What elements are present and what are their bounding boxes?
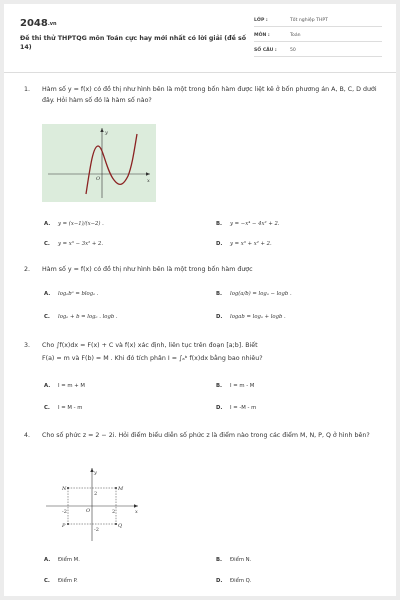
x-tick-2: 2 [112,509,116,515]
question-text-line-1: Cho ∫f(x)dx = F(x) + C và f(x) xác định, liên tục trên đoạn [a;b]. Biết [42,342,258,349]
option-text: log(a/b) = logₐ − logb . [230,291,292,297]
question-text: Cho số phức z = 2 − 2i. Hỏi điểm biểu diễn số phức z là điểm nào trong các điểm M, N, P, Q ở hình bên? [42,432,370,439]
answer-option-d[interactable] [216,405,256,411]
point-m-label: M [118,486,124,492]
option-text: I = M - m [58,405,83,411]
option-text: logₐbᵃ = blogₐ . [58,291,99,297]
answer-option-c[interactable] [44,314,118,320]
answer-option-c[interactable] [44,578,78,584]
point-p-label: P [62,523,66,529]
option-text: y = (x−1)/(x−2) . [58,221,104,227]
option-text: Điểm Q. [230,578,252,584]
brand-logo[interactable] [20,18,57,29]
option-letter: B. [216,291,223,297]
y-tick-neg-2: -2 [94,527,99,533]
option-letter: A. [44,291,51,297]
option-text: I = -M - m [230,405,257,411]
meta-label: SỐ CÂU : [254,48,277,53]
option-letter: D. [216,241,223,247]
option-letter: B. [216,221,223,227]
point-n [67,487,69,489]
option-letter: C. [44,314,50,320]
meta-row-count [254,47,382,57]
point-p [67,523,69,525]
option-letter: A. [44,557,51,563]
answer-option-d[interactable] [216,314,286,320]
option-letter: D. [216,578,223,584]
origin-label: O [96,176,101,182]
point-q-label: Q [118,523,123,529]
answer-option-a[interactable] [44,557,80,563]
option-text: logab = logₐ + logb . [230,314,286,320]
x-tick-neg-2: -2 [62,509,67,515]
y-axis-label: y [94,470,97,476]
option-text: Điểm M. [58,557,80,563]
meta-value: 50 [290,48,296,53]
question-text: Hàm số y = f(x) có đồ thị như hình bên là một trong bốn hàm được [42,266,253,273]
x-axis-arrow-icon [134,504,138,507]
option-letter: B. [216,557,223,563]
answer-option-a[interactable] [44,221,104,227]
question-number: 4. [24,432,31,439]
answer-option-c[interactable] [44,241,103,247]
question-number: 2. [24,266,31,273]
answer-option-a[interactable] [44,291,98,297]
brand-name: 2048 [20,18,48,29]
option-letter: A. [44,221,51,227]
option-letter: D. [216,405,223,411]
question-text: Hàm số y = f(x) có đồ thị như hình bên là một trong bốn hàm được liệt kê ở bốn phương án A, B, C, D dưới đây. Hỏi hàm số đó là hàm số nào? [42,86,377,104]
question-number: 1. [24,86,31,93]
answer-option-b[interactable] [216,557,251,563]
point-m [115,487,117,489]
option-text: logₐ + b = logₐ . logb . [58,314,118,320]
option-text: y = −x⁴ − 4x² + 2. [230,221,280,227]
option-letter: C. [44,578,50,584]
meta-value: Tốt nghiệp THPT [290,18,328,23]
question-number: 3. [24,342,31,349]
option-text: Điểm N. [230,557,252,563]
option-letter: C. [44,241,50,247]
y-tick-2: 2 [94,491,98,497]
document-title: Đề thi thử THPTQG môn Toán cực hay mới nhất có lời giải (đề số 14) [20,35,247,51]
document-header [4,4,396,73]
meta-row-class [254,17,382,27]
brand-suffix: .vn [47,21,57,27]
meta-value: Toán [290,33,301,38]
option-text: y = x³ + x² + 2. [230,241,272,247]
point-n-label: N [62,486,67,492]
function-graph-figure [42,124,156,202]
question-text-line-2: F(a) = m và F(b) = M . Khi đó tích phân I = ∫ₐᵇ f(x)dx bằng bao nhiêu? [42,355,263,362]
answer-option-d[interactable] [216,241,272,247]
meta-label: MÔN : [254,33,270,38]
option-letter: A. [44,383,51,389]
graph-background [42,124,156,202]
answer-option-b[interactable] [216,383,254,389]
complex-plane-figure [42,465,142,545]
answer-option-b[interactable] [216,221,280,227]
answer-option-b[interactable] [216,291,292,297]
option-text: Điểm P. [58,578,78,584]
point-q [115,523,117,525]
origin-label: O [86,508,91,514]
y-axis-label: y [105,130,108,136]
option-letter: B. [216,383,223,389]
answer-option-d[interactable] [216,578,252,584]
meta-label: LỚP : [254,18,268,23]
option-letter: D. [216,314,223,320]
document-page [4,4,396,596]
option-text: y = x³ − 3x² + 2. [58,241,104,247]
option-letter: C. [44,405,50,411]
answer-option-a[interactable] [44,383,85,389]
meta-row-subject [254,32,382,42]
x-axis-label: x [147,178,150,184]
answer-option-c[interactable] [44,405,82,411]
x-axis-label: x [135,509,138,515]
option-text: I = m + M [58,383,85,389]
option-text: I = m - M [230,383,255,389]
